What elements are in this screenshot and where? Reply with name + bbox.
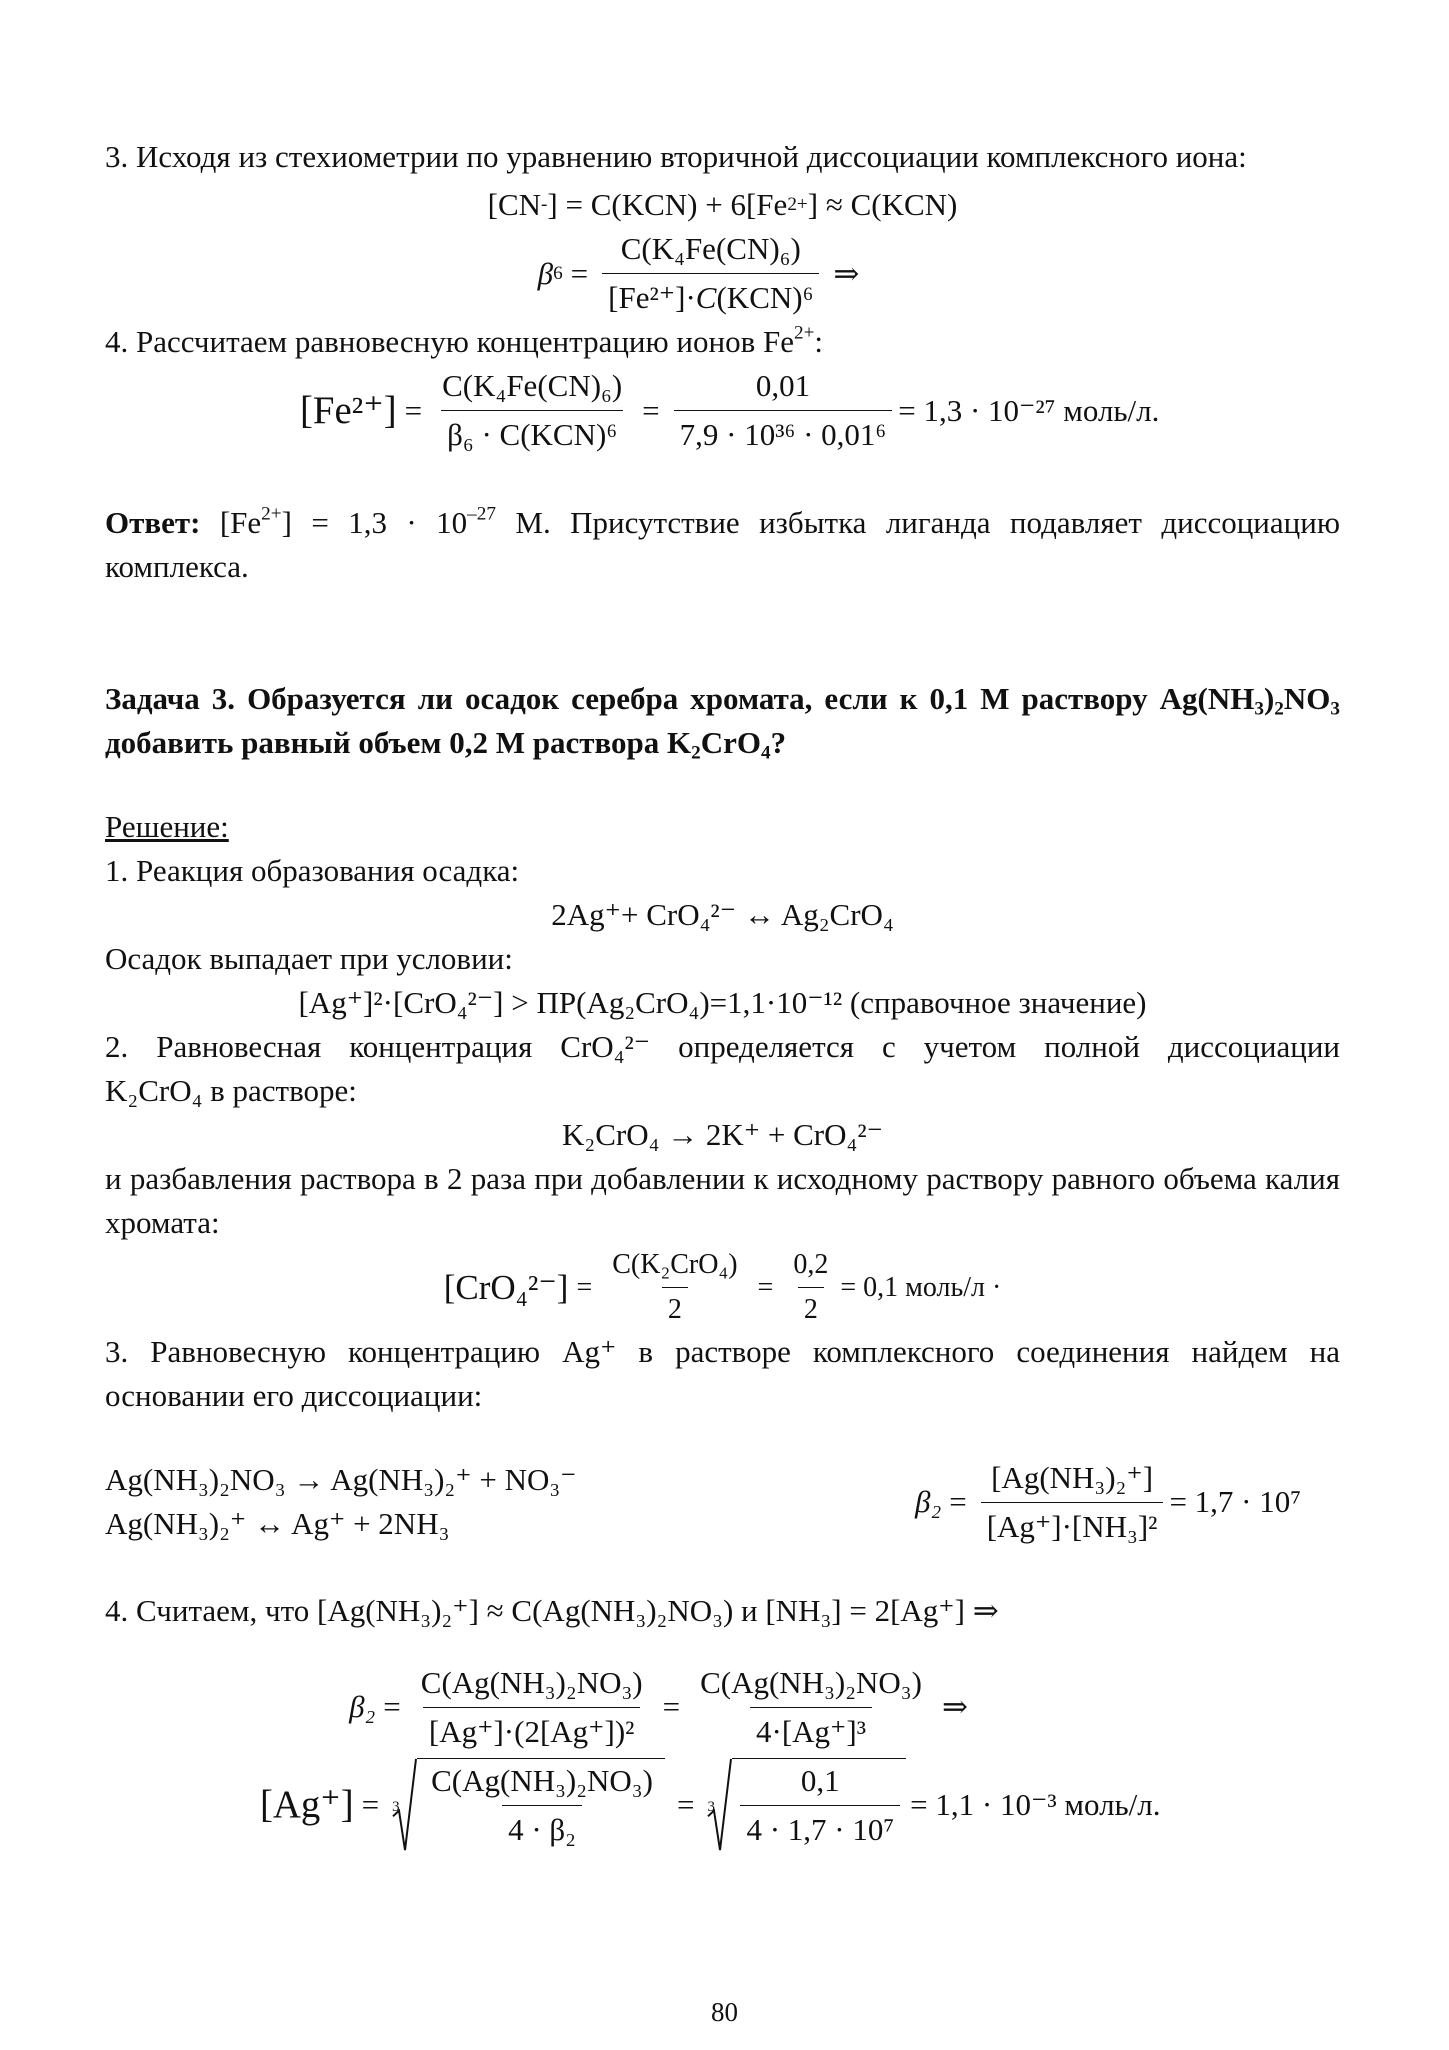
document-page <box>105 135 1340 1852</box>
chromate-dissociation: K₂CrO₄ → 2K⁺ + CrO₄²⁻ <box>562 1117 883 1153</box>
task-3-heading: Задача 3. Образуется ли осадок серебра хромата, если к 0,1 М раствору $Ag(NH_3)_2NO_3$ добавить равный объем 0,2 М раствора $K_2CrO_4$? <box>105 681 1340 764</box>
precipitation-condition: [Ag⁺]²·[CrO₄²⁻] > ПР(Ag₂CrO₄)=1,1·10⁻¹² (справочное значение) <box>298 985 1147 1021</box>
cyanide-concentration-equation: [CN - ] = C(KCN) + 6[Fe 2+ ] ≈ C(KCN) <box>487 187 958 223</box>
complex-secondary-dissociation: Ag(NH₃)₂⁺ ↔ Ag⁺ + 2NH₃ <box>105 1506 450 1542</box>
step-4-paragraph: 4. Рассчитаем равновесную концентрацию ионов $Fe^{2+}$: <box>105 322 824 360</box>
cube-root-sign: 3 $\frac{\text{C(Ag(NH₃)₂NO₃)}}{\text{4 · β₂}}$ <box>391 1758 665 1852</box>
answer-paragraph: Ответ: $[Fe^{2+}] = 1,3 \cdot 10^{-27}$ М. Присутствие избытка лиганда подавляет диссоциацию комплекса. <box>105 503 1340 585</box>
beta2-substitution: β₂ = $\frac{\text{C(Ag(NH₃)₂NO₃)}}{\text{[Ag⁺]·(2[Ag⁺])²}}$ = $\frac{\text{C(Ag(NH₃)₂NO₃)}}{\text{4·[Ag⁺]³}}$ ⇒ <box>0 1661 1340 1754</box>
step-1-text: 1. Реакция образования осадка: <box>105 853 520 889</box>
precipitation-reaction: 2Ag⁺+ CrO₄²⁻ ↔ Ag₂CrO₄ <box>551 897 894 933</box>
step-3-text: 3. Равновесную концентрацию Ag⁺ в растворе комплексного соединения найдем на основании его диссоциации: <box>105 1333 1340 1413</box>
beta2-expression: β₂ = $\frac{\text{[Ag(NH₃)₂⁺]}}{\text{[Ag⁺]·[NH₃]²}}$ = 1,7 · 10⁷ <box>915 1456 1301 1549</box>
complex-dissociation-block <box>105 1456 1340 1549</box>
step-2-text-continued: K₂CrO₄ в растворе: <box>105 1073 357 1109</box>
cube-root-sign: 3 $\frac{0,1}{\text{4 · 1,7 · 10⁷}}$ <box>706 1758 906 1852</box>
step-2-text: 2. Равновесная концентрация CrO₄²⁻ определяется с учетом полной диссоциации <box>105 1029 1340 1065</box>
condition-label: Осадок выпадает при условии: <box>105 941 513 977</box>
complex-primary-dissociation: Ag(NH₃)₂NO₃ → Ag(NH₃)₂⁺ + NO₃⁻ <box>105 1462 577 1498</box>
fe-concentration-calculation: [Fe²⁺] = $\frac{\text{C(K₄Fe(CN)₆)}}{\text{β₆ · C(KCN)⁶}}$ = $\frac{0,01}{\text{7,9 · 10³⁶ · 0,01⁶}}$ = 1,3 · 10⁻²⁷ моль/л. <box>300 364 1340 457</box>
step-3-paragraph: 3. Исходя из стехиометрии по уравнению вторичной диссоциации комплексного иона: <box>105 139 1247 174</box>
page-number: 80 <box>711 1997 738 2027</box>
beta6-expression: β 6 = $\frac{\text{C(K₄Fe(CN)₆)}}{\text{[Fe²⁺]·C(KCN)⁶}}$ ⇒ <box>65 227 1340 320</box>
solution-label: Решение: <box>105 809 229 845</box>
dilution-text: и разбавления раствора в 2 раза при добавлении к исходному раствору равного объема калия хромата: <box>105 1161 1340 1241</box>
chromate-concentration-calculation: [CrO₄²⁻] = $\frac{\text{C(K₂CrO₄)}}{2}$ = $\frac{0,2}{2}$ = 0,1 моль/л · <box>105 1245 1340 1330</box>
silver-concentration-calculation: [Ag⁺] = 3 $\frac{\text{C(Ag(NH₃)₂NO₃)}}{\text{4 · β₂}}$ = 3 $\frac{0,1}{\text{4 · 1,7 · 10⁷}}$ = 1,1 · 10⁻³ моль/л. <box>260 1758 1340 1852</box>
step-4-assumption: 4. Считаем, что [Ag(NH₃)₂⁺] ≈ C(Ag(NH₃)₂NO₃) и [NH₃] = 2[Ag⁺] ⇒ <box>105 1592 999 1628</box>
beta6-fraction: $\frac{\text{C(K₄Fe(CN)₆)}}{\text{[Fe²⁺]·C(KCN)⁶}}$ <box>602 227 819 320</box>
